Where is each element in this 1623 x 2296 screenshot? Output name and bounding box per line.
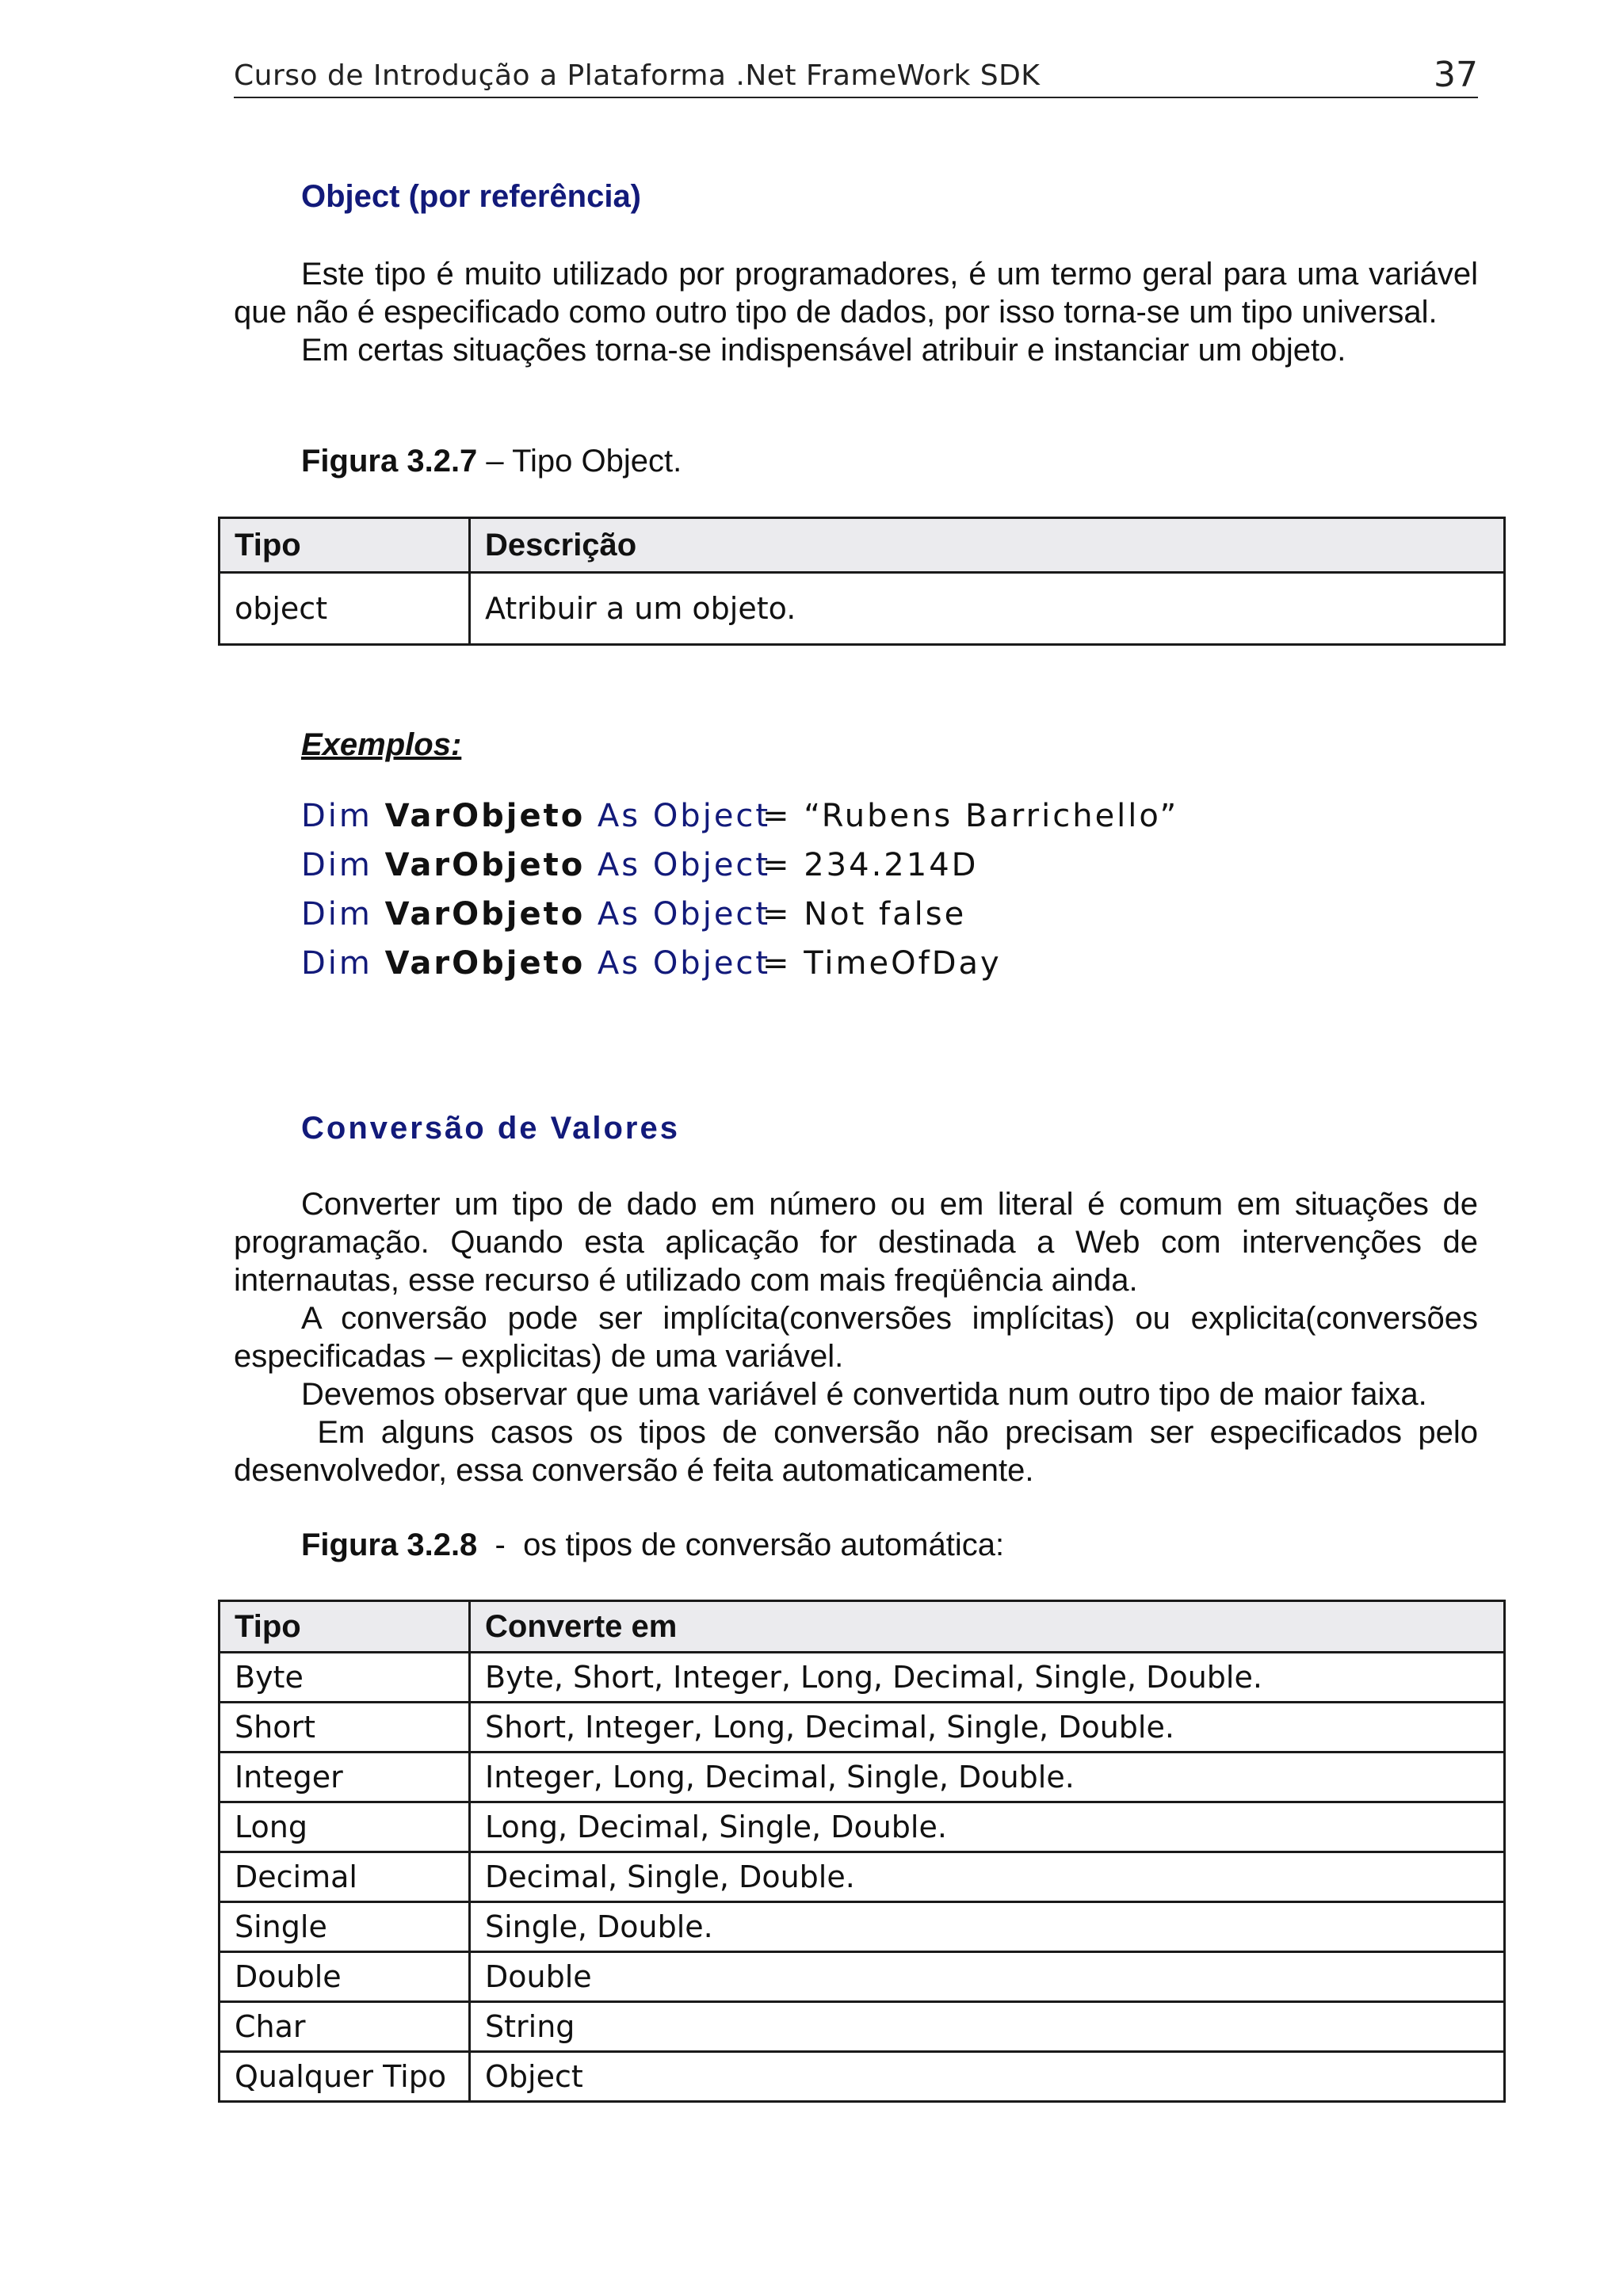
cell-converte-em: Single, Double. [470,1902,1505,1952]
cell-converte-em: Object [470,2052,1505,2102]
code-value-4: = TimeOfDay [762,945,1002,982]
examples-label: Exemplos: [301,727,462,762]
code-value-1: = “Rubens Barrichello” [762,798,1179,834]
table-row [220,1852,1505,1902]
code-keyword-as: As Object [597,847,771,883]
cell-converte-em: Long, Decimal, Single, Double. [470,1802,1505,1852]
cell-tipo: Qualquer Tipo [220,2052,470,2102]
header-tipo: Tipo [220,518,470,573]
cell-tipo: object [220,573,470,645]
page-number: 37 [1434,55,1478,95]
code-keyword-dim: Dim [301,847,372,883]
cell-converte-em: Short, Integer, Long, Decimal, Single, Double. [470,1703,1505,1753]
conversao-paragraph-4: Em alguns casos os tipos de conversão não precisam ser especificados pelo desenvolvedor, essa conversão é feita automaticamente. [234,1415,1487,1488]
header-descricao: Descrição [470,518,1505,573]
conversao-paragraph-2: A conversão pode ser implícita(conversões implícitas) ou explicita(conversões especificadas – explicitas) de uma variável. [234,1301,1478,1374]
table-row [220,2052,1505,2102]
code-line-1 [301,798,770,845]
code-keyword-as: As Object [597,945,771,982]
code-line-3 [301,896,770,944]
header-title: Curso de Introdução a Plataforma .Net FrameWork SDK [234,59,1041,92]
object-paragraph-1: Este tipo é muito utilizado por programadores, é um termo geral para uma variável que não é especificado como outro tipo de dados, por isso torna-se um tipo universal. [234,257,1478,330]
table-row [220,1902,1505,1952]
conversao-paragraph-1: Converter um tipo de dado em número ou em literal é comum em situações de programação. Quando esta aplicação for destinada a Web com intervenções de internautas, esse recurso é utilizado com mais freqüência ainda. [234,1187,1478,1298]
table-header-row [220,518,1505,573]
cell-descricao: Atribuir a um objeto. [470,573,1505,645]
cell-converte-em: Integer, Long, Decimal, Single, Double. [470,1753,1505,1802]
cell-tipo: Single [220,1902,470,1952]
table-row [220,573,1505,645]
code-keyword-dim: Dim [301,798,372,834]
table-row [220,2002,1505,2052]
figure-caption-328 [301,1527,1004,1563]
table-row [220,1753,1505,1802]
cell-tipo: Decimal [220,1852,470,1902]
figure-text: – Tipo Object. [477,444,682,479]
object-description [234,255,1478,369]
table-row [220,1703,1505,1753]
code-variable: VarObjeto [384,798,586,834]
cell-tipo: Long [220,1802,470,1852]
figure-caption-327 [301,444,682,479]
code-keyword-dim: Dim [301,896,372,933]
code-variable: VarObjeto [384,847,586,883]
section-title-object: Object (por referência) [301,179,642,214]
cell-converte-em: Decimal, Single, Double. [470,1852,1505,1902]
code-line-4 [301,945,770,993]
cell-tipo: Short [220,1703,470,1753]
cell-converte-em: String [470,2002,1505,2052]
object-paragraph-2: Em certas situações torna-se indispensável atribuir e instanciar um objeto. [301,333,1346,368]
table-row [220,1952,1505,2002]
header-tipo: Tipo [220,1601,470,1653]
table-row [220,1802,1505,1852]
table-header-row [220,1601,1505,1653]
code-keyword-as: As Object [597,896,771,933]
conversion-table [218,1600,1506,2103]
figure-text: - os tipos de conversão automática: [477,1527,1005,1562]
code-variable: VarObjeto [384,896,586,933]
code-keyword-as: As Object [597,798,771,834]
figure-label: Figura 3.2.7 [301,444,478,479]
cell-converte-em: Double [470,1952,1505,2002]
cell-tipo: Double [220,1952,470,2002]
code-value-3: = Not false [762,896,967,933]
page-header [234,55,1478,98]
header-converte-em: Converte em [470,1601,1505,1653]
section-title-conversao: Conversão de Valores [301,1111,680,1146]
conversao-paragraph-3: Devemos observar que uma variável é convertida num outro tipo de maior faixa. [301,1377,1427,1412]
code-line-2 [301,847,770,894]
object-type-table [218,517,1506,646]
code-value-2: = 234.214D [762,847,979,883]
table-row [220,1653,1505,1703]
conversao-description [234,1185,1487,1489]
cell-converte-em: Byte, Short, Integer, Long, Decimal, Single, Double. [470,1653,1505,1703]
code-keyword-dim: Dim [301,945,372,982]
code-variable: VarObjeto [384,945,586,982]
cell-tipo: Byte [220,1653,470,1703]
figure-label: Figura 3.2.8 [301,1527,478,1562]
cell-tipo: Char [220,2002,470,2052]
cell-tipo: Integer [220,1753,470,1802]
